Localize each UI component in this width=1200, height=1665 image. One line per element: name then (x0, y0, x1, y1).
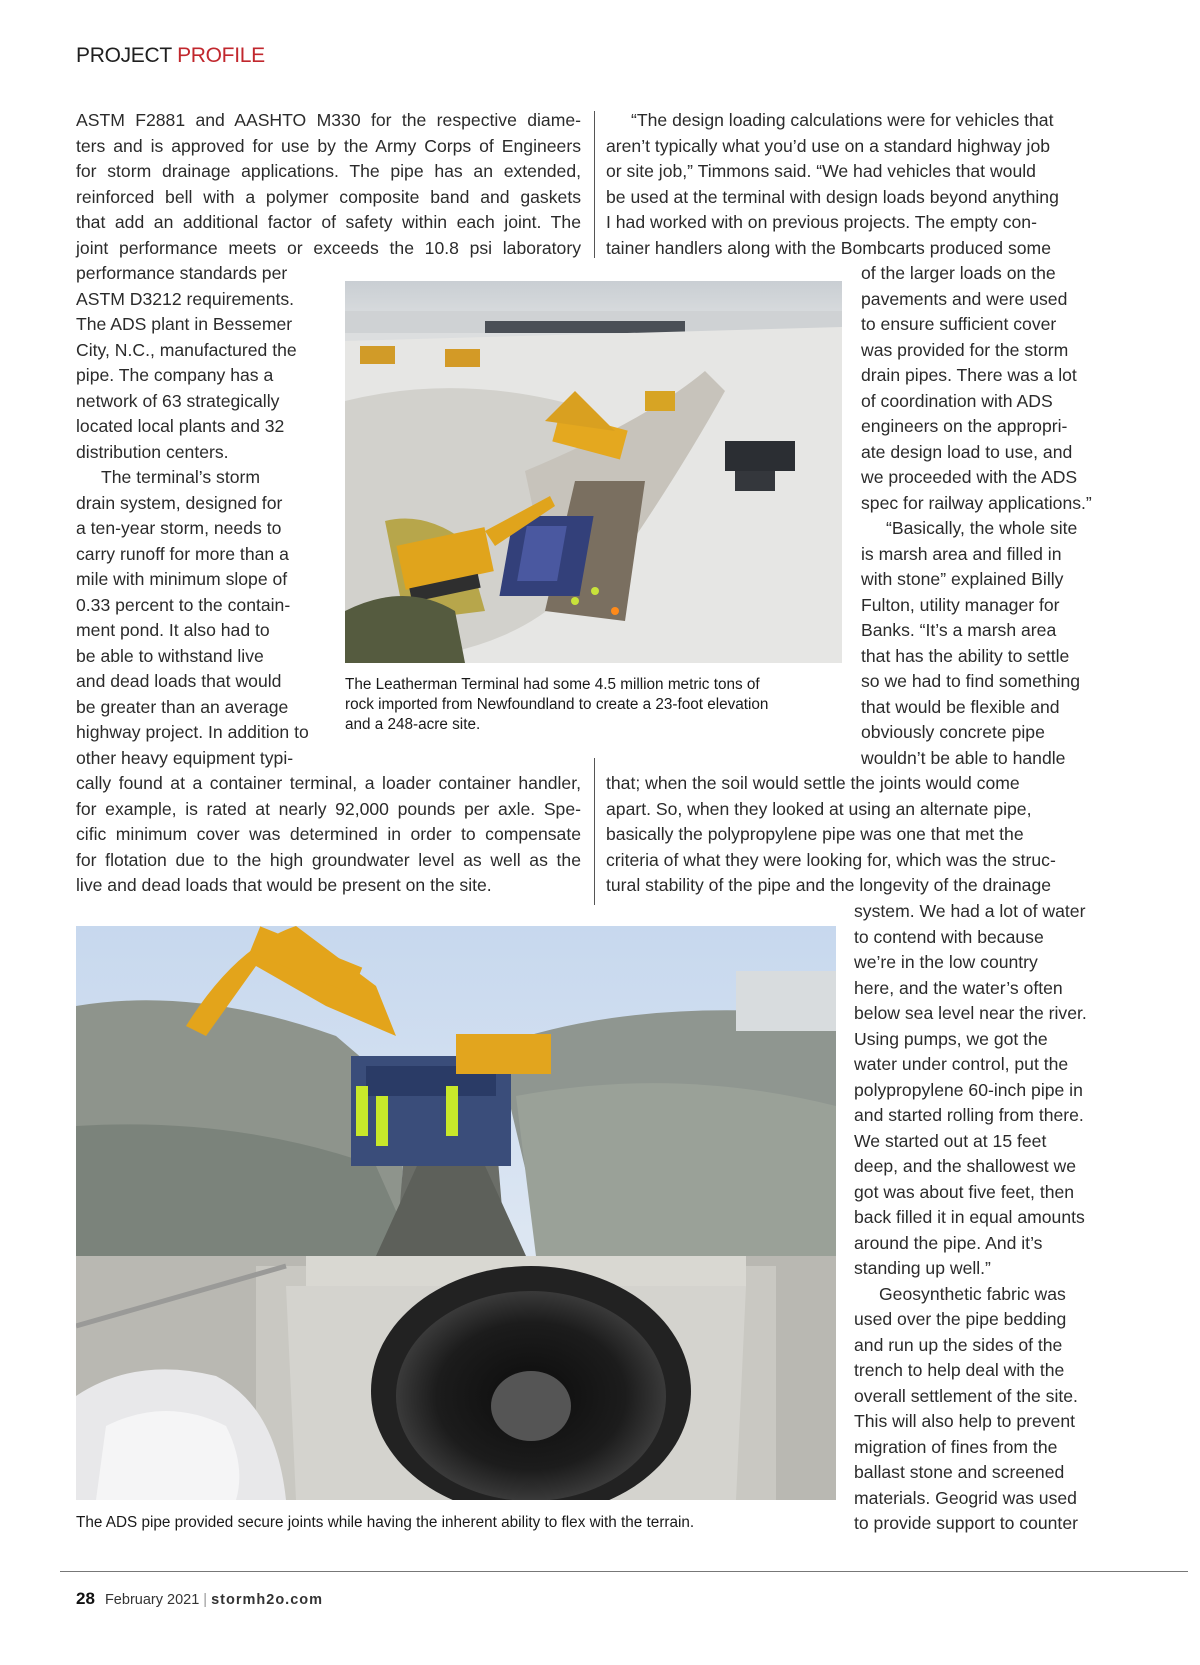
text-line: with stone” explained Billy (861, 569, 1064, 589)
text-line: obviously concrete pipe (861, 722, 1045, 742)
text-line: we’re in the low country (854, 952, 1038, 972)
text-line: overall settlement of the site. (854, 1385, 1078, 1406)
text-line: that would be flexible and (861, 696, 1060, 717)
text-line: cific minimum cover was determined in order to compensate (76, 824, 581, 844)
text-line: We started out at 15 feet (854, 1130, 1047, 1151)
caption-line: The Leatherman Terminal had some 4.5 million metric tons of (345, 676, 760, 693)
text-line: drain system, designed for (76, 492, 283, 513)
text-line: is marsh area and filled in (861, 543, 1062, 564)
text-line: spec for railway applications.” (861, 492, 1092, 513)
text-line: be used at the terminal with design loads beyond anything (606, 186, 1059, 207)
text-line: 0.33 percent to the contain- (76, 594, 291, 615)
text-line: pavements and were used (861, 288, 1068, 309)
footer-separator: | (203, 1592, 208, 1608)
text-line: so we had to find something (861, 671, 1081, 691)
text-line: I had worked with on previous projects. The empty con- (606, 212, 1037, 232)
text-line: reinforced bell with a polymer composite band and gaskets (76, 186, 581, 207)
text-line: to contend with because (854, 926, 1044, 947)
text-line: materials. Geogrid was used (854, 1487, 1077, 1508)
text-line: of the larger loads on the (861, 263, 1056, 283)
text-line: carry runoff for more than a (76, 543, 289, 564)
text-line: around the pipe. And it’s (854, 1232, 1043, 1253)
text-line: “The design loading calculations were for vehicles that (631, 110, 1054, 130)
text-line: live and dead loads that would be present on the site. (76, 875, 492, 895)
text-line: to ensure sufficient cover (861, 314, 1057, 334)
text-line: joint performance meets or exceeds the 10.8 psi laboratory (76, 237, 581, 258)
text-line: Using pumps, we got the (854, 1028, 1048, 1049)
text-line: for flotation due to the high groundwater level as well as the (76, 849, 581, 870)
text-line: be greater than an average (76, 696, 289, 717)
text-line: The terminal’s storm (101, 467, 261, 487)
col2-mid-text (606, 771, 1101, 899)
text-line: ASTM F2881 and AASHTO M330 for the respective diame- (76, 110, 581, 130)
text-line: wouldn’t be able to handle (861, 747, 1066, 768)
text-line: ment pond. It also had to (76, 620, 270, 640)
text-line: cally found at a container terminal, a loader container handler, (76, 773, 581, 793)
text-line: below sea level near the river. (854, 1003, 1087, 1023)
text-line: for example, is rated at nearly 92,000 pounds per axle. Spe- (76, 798, 581, 819)
text-line: Fulton, utility manager for (861, 594, 1060, 615)
caption-line: rock imported from Newfoundland to create a 23-foot elevation (345, 696, 769, 713)
text-line: network of 63 strategically (76, 390, 280, 411)
text-line: got was about five feet, then (854, 1181, 1075, 1202)
text-line: that has the ability to settle (861, 645, 1070, 666)
issue-date: February 2021 (104, 1592, 200, 1608)
col2-bottom-text (854, 899, 1114, 1537)
pipe-trench-photo (76, 926, 836, 1500)
text-line: migration of fines from the (854, 1436, 1058, 1457)
text-line: criteria of what they were looking for, which was the struc- (606, 849, 1056, 870)
col1-bottom-text (76, 771, 581, 899)
text-line: engineers on the appropri- (861, 416, 1068, 436)
text-line: or site job,” Timmons said. “We had vehicles that would (606, 161, 1036, 181)
text-line: tural stability of the pipe and the longevity of the drainage (606, 875, 1052, 895)
aerial-site-illustration (345, 281, 842, 663)
text-line: used over the pipe bedding (854, 1309, 1067, 1329)
text-line: tainer handlers along with the Bombcarts produced some (606, 237, 1051, 258)
footer-rule (60, 1571, 1188, 1572)
text-line: located local plants and 32 (76, 416, 285, 436)
text-line: deep, and the shallowest we (854, 1156, 1077, 1176)
caption-line: and a 248-acre site. (345, 716, 481, 733)
text-line: distribution centers. (76, 441, 229, 462)
text-line: that; when the soil would settle the joints would come (606, 773, 1020, 793)
text-line: here, and the water’s often (854, 977, 1063, 998)
text-line: This will also help to prevent (854, 1411, 1076, 1431)
photo-caption-1 (345, 675, 845, 735)
text-line: a ten-year storm, needs to (76, 518, 282, 538)
page-footer (76, 1589, 323, 1609)
text-line: to provide support to counter (854, 1513, 1078, 1533)
text-line: ate design load to use, and (861, 441, 1073, 462)
header-profile: PROFILE (177, 44, 265, 67)
col1-narrow-text (76, 261, 336, 771)
text-line: standing up well.” (854, 1258, 991, 1278)
text-line: highway project. In addition to (76, 722, 309, 742)
text-line: pipe. The company has a (76, 365, 274, 385)
pipe-trench-illustration (76, 926, 836, 1500)
text-line: water under control, put the (854, 1054, 1069, 1074)
text-line: ters and is approved for use by the Army Corps of Engineers (76, 135, 581, 156)
text-line: Geosynthetic fabric was (879, 1283, 1066, 1304)
section-header (76, 44, 265, 68)
text-line: ASTM D3212 requirements. (76, 288, 295, 309)
column-rule-top (594, 111, 595, 258)
text-line: other heavy equipment typi- (76, 747, 294, 768)
text-line: The ADS plant in Bessemer (76, 314, 293, 334)
site-link[interactable]: stormh2o.com (211, 1592, 324, 1608)
text-line: performance standards per (76, 263, 288, 283)
text-line: basically the polypropylene pipe was one that met the (606, 824, 1024, 844)
text-line: back filled it in equal amounts (854, 1207, 1085, 1227)
text-line: mile with minimum slope of (76, 569, 288, 589)
text-line: apart. So, when they looked at using an alternate pipe, (606, 798, 1032, 819)
text-line: we proceeded with the ADS (861, 467, 1078, 487)
header-project: PROJECT (76, 44, 172, 67)
text-line: and started rolling from there. (854, 1105, 1084, 1125)
col1-top-text (76, 108, 581, 261)
photo-caption-2: The ADS pipe provided secure joints while having the inherent ability to flex with the terrain. (76, 1514, 695, 1531)
text-line: “Basically, the whole site (886, 518, 1078, 538)
text-line: and run up the sides of the (854, 1334, 1063, 1355)
construction-site-photo (345, 281, 842, 663)
text-line: trench to help deal with the (854, 1360, 1065, 1380)
text-line: of coordination with ADS (861, 390, 1053, 411)
col2-top-text (606, 108, 1094, 261)
page-number: 28 (76, 1589, 95, 1608)
col2-narrow-text (861, 261, 1111, 771)
text-line: ballast stone and screened (854, 1462, 1065, 1482)
text-line: polypropylene 60-inch pipe in (854, 1079, 1083, 1100)
text-line: aren’t typically what you’d use on a standard highway job (606, 135, 1051, 156)
text-line: and dead loads that would (76, 671, 282, 691)
column-rule-bottom (594, 758, 595, 905)
text-line: be able to withstand live (76, 645, 264, 666)
text-line: that add an additional factor of safety within each joint. The (76, 212, 581, 232)
text-line: was provided for the storm (861, 339, 1069, 360)
text-line: City, N.C., manufactured the (76, 339, 297, 360)
text-line: Banks. “It’s a marsh area (861, 620, 1057, 640)
text-line: system. We had a lot of water (854, 901, 1086, 921)
text-line: drain pipes. There was a lot (861, 365, 1077, 385)
text-line: for storm drainage applications. The pipe has an extended, (76, 161, 581, 181)
